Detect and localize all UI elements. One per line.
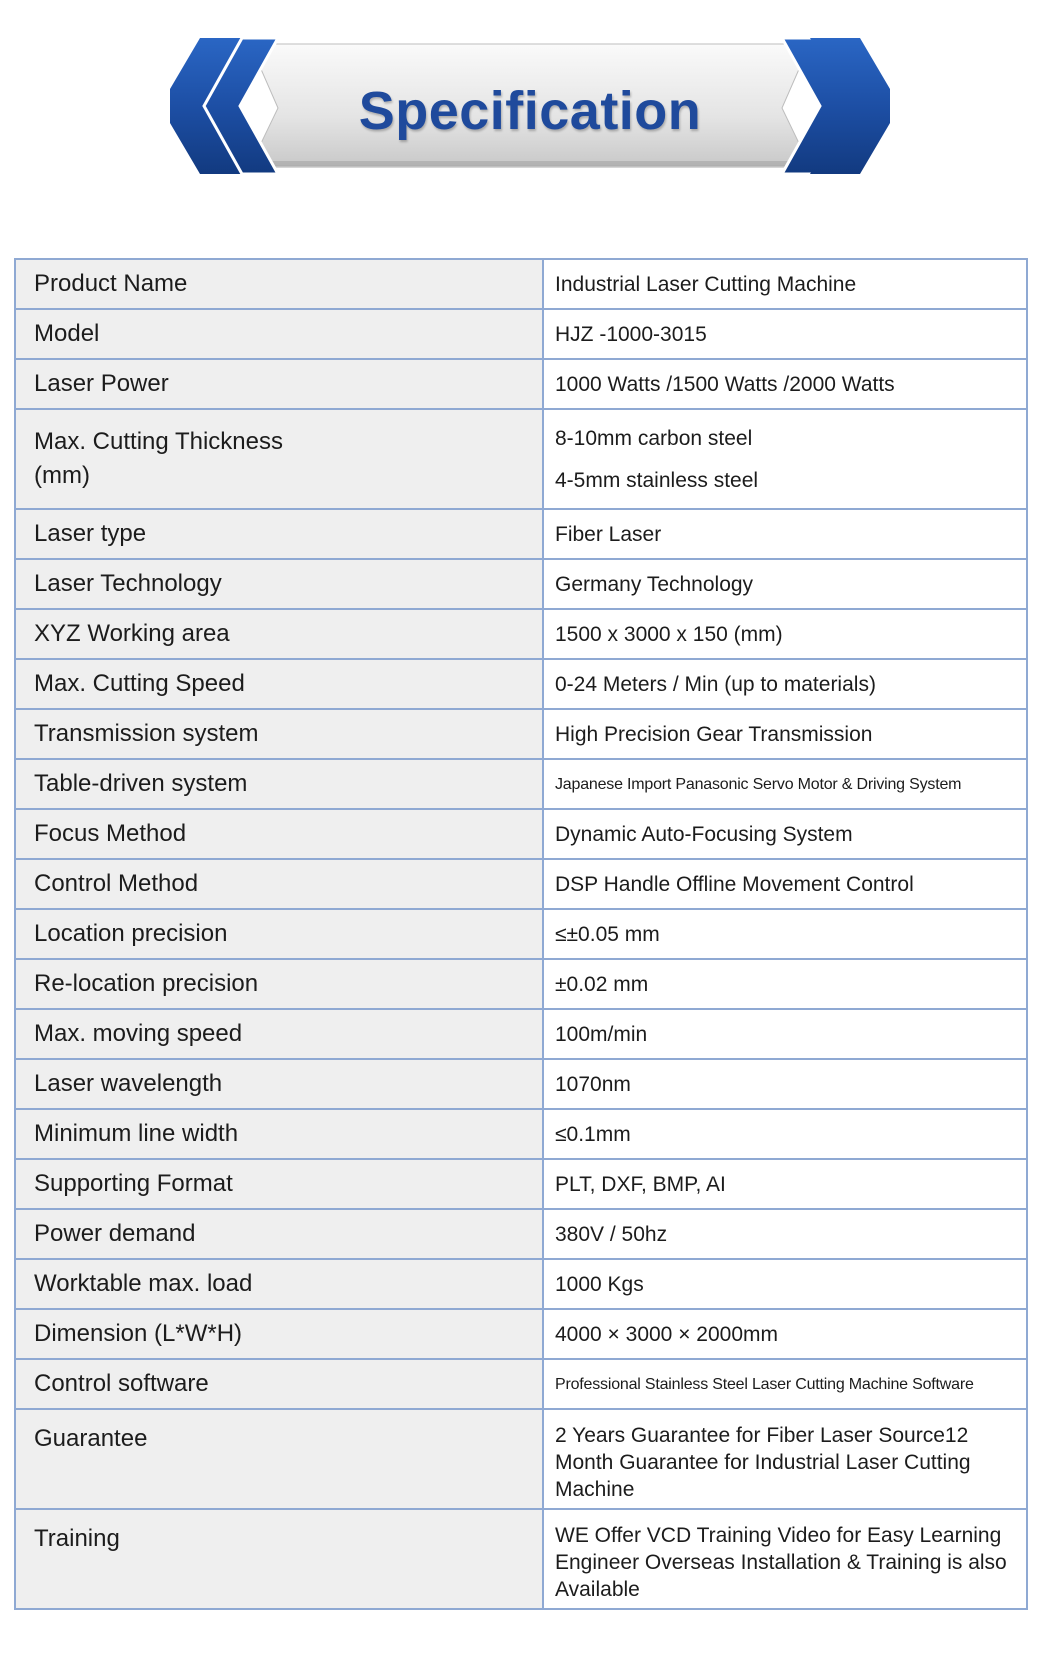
spec-label-cell <box>15 1209 543 1259</box>
table-row <box>15 1359 1027 1409</box>
spec-label: Laser Technology <box>34 570 222 597</box>
spec-value: ±0.02 mm <box>555 972 649 996</box>
spec-label: Minimum line width <box>34 1120 239 1147</box>
spec-label-cell <box>15 309 543 359</box>
spec-label-cell <box>15 259 543 309</box>
spec-value: 1000 Kgs <box>555 1272 644 1296</box>
spec-value-cell <box>543 259 1027 309</box>
spec-value: Industrial Laser Cutting Machine <box>555 272 857 296</box>
table-row <box>15 959 1027 1009</box>
table-row <box>15 259 1027 309</box>
spec-value: 4000 × 3000 × 2000mm <box>555 1322 779 1346</box>
spec-value: 1070nm <box>555 1072 631 1096</box>
spec-label-cell <box>15 1109 543 1159</box>
spec-label: Training <box>34 1525 120 1552</box>
table-row <box>15 1409 1027 1509</box>
spec-label: Transmission system <box>34 720 259 747</box>
spec-label-cell <box>15 1309 543 1359</box>
spec-value-cell <box>543 809 1027 859</box>
table-row <box>15 809 1027 859</box>
spec-value-cell <box>543 659 1027 709</box>
table-row <box>15 1259 1027 1309</box>
spec-label: Re-location precision <box>34 970 259 997</box>
spec-value: Japanese Import Panasonic Servo Motor & Driving System <box>555 775 962 793</box>
table-row <box>15 509 1027 559</box>
spec-value: 2 Years Guarantee for Fiber Laser Source12 Month Guarantee for Industrial Laser Cutting Machine <box>555 1424 971 1501</box>
spec-label: Location precision <box>34 920 228 947</box>
spec-value: ≤0.1mm <box>555 1122 631 1146</box>
spec-label-cell <box>15 559 543 609</box>
spec-label-cell <box>15 809 543 859</box>
spec-label: Max. Cutting Speed <box>34 670 245 697</box>
spec-label-cell <box>15 1259 543 1309</box>
spec-value: 0-24 Meters / Min (up to materials) <box>555 672 876 696</box>
spec-value: HJZ -1000-3015 <box>555 322 707 346</box>
spec-value-cell <box>543 909 1027 959</box>
spec-value: 1000 Watts /1500 Watts /2000 Watts <box>555 372 895 396</box>
table-row <box>15 409 1027 509</box>
spec-value: High Precision Gear Transmission <box>555 722 873 746</box>
spec-label: Table-driven system <box>34 770 248 797</box>
spec-label-cell <box>15 409 543 509</box>
spec-value-cell <box>543 709 1027 759</box>
spec-value: PLT, DXF, BMP, AI <box>555 1172 726 1196</box>
spec-value-cell <box>543 1209 1027 1259</box>
page-title: Specification <box>358 81 702 141</box>
spec-label-cell <box>15 1509 543 1609</box>
spec-label: Worktable max. load <box>34 1270 253 1297</box>
spec-value: Dynamic Auto-Focusing System <box>555 822 853 846</box>
table-row <box>15 1109 1027 1159</box>
spec-value-cell <box>543 1509 1027 1609</box>
spec-value-cell <box>543 759 1027 809</box>
table-row <box>15 309 1027 359</box>
spec-label: Control software <box>34 1370 209 1397</box>
spec-label-cell <box>15 609 543 659</box>
spec-label: Model <box>34 320 100 347</box>
spec-label: Laser type <box>34 520 147 547</box>
spec-value-line: 4-5mm stainless steel <box>555 468 759 492</box>
spec-label: XYZ Working area <box>34 620 230 647</box>
spec-label-cell <box>15 359 543 409</box>
spec-value-cell <box>543 859 1027 909</box>
specification-table <box>14 258 1028 1610</box>
spec-value: ≤±0.05 mm <box>555 922 660 946</box>
spec-value-cell <box>543 1159 1027 1209</box>
spec-label: Dimension (L*W*H) <box>34 1320 243 1347</box>
spec-value-cell <box>543 609 1027 659</box>
spec-value-cell <box>543 1309 1027 1359</box>
table-row <box>15 1009 1027 1059</box>
specification-table-body <box>15 259 1027 1609</box>
spec-value-cell <box>543 1059 1027 1109</box>
spec-label-cell <box>15 709 543 759</box>
spec-label-cell <box>15 1359 543 1409</box>
table-row <box>15 759 1027 809</box>
spec-value: Germany Technology <box>555 572 754 596</box>
spec-label: Laser Power <box>34 370 169 397</box>
table-row <box>15 909 1027 959</box>
spec-label: Laser wavelength <box>34 1070 223 1097</box>
table-row <box>15 859 1027 909</box>
spec-label: Max. Cutting Thickness (mm) <box>34 428 283 489</box>
spec-value-cell <box>543 509 1027 559</box>
table-row <box>15 1159 1027 1209</box>
spec-value-cell <box>543 1359 1027 1409</box>
spec-label-cell <box>15 1159 543 1209</box>
spec-value-cell <box>543 409 1027 509</box>
spec-label-cell <box>15 859 543 909</box>
spec-value: DSP Handle Offline Movement Control <box>555 872 914 896</box>
spec-value: Fiber Laser <box>555 522 662 546</box>
spec-label-cell <box>15 759 543 809</box>
spec-value-cell <box>543 1009 1027 1059</box>
spec-label: Control Method <box>34 870 199 897</box>
spec-label-cell <box>15 1009 543 1059</box>
table-row <box>15 709 1027 759</box>
spec-value-cell <box>543 559 1027 609</box>
table-row <box>15 1509 1027 1609</box>
spec-value-cell <box>543 959 1027 1009</box>
spec-label-cell <box>15 659 543 709</box>
spec-label-cell <box>15 1409 543 1509</box>
spec-value-cell <box>543 309 1027 359</box>
table-row <box>15 359 1027 409</box>
spec-value: WE Offer VCD Training Video for Easy Learning Engineer Overseas Installation & Training is also Available <box>555 1524 1007 1601</box>
spec-value: Professional Stainless Steel Laser Cutting Machine Software <box>555 1375 974 1393</box>
spec-label: Power demand <box>34 1220 196 1247</box>
spec-label: Product Name <box>34 270 188 297</box>
spec-value-cell <box>543 1109 1027 1159</box>
spec-label-cell <box>15 509 543 559</box>
table-row <box>15 1309 1027 1359</box>
spec-value-line: 8-10mm carbon steel <box>555 426 753 450</box>
spec-value-cell <box>543 359 1027 409</box>
spec-label-cell <box>15 1059 543 1109</box>
spec-label: Supporting Format <box>34 1170 233 1197</box>
spec-label-cell <box>15 959 543 1009</box>
spec-label-cell <box>15 909 543 959</box>
spec-label: Guarantee <box>34 1425 148 1452</box>
table-row <box>15 1059 1027 1109</box>
spec-value-cell <box>543 1259 1027 1309</box>
table-row <box>15 559 1027 609</box>
spec-value: 380V / 50hz <box>555 1222 668 1246</box>
spec-value: 1500 x 3000 x 150 (mm) <box>555 622 783 646</box>
table-row <box>15 609 1027 659</box>
table-row <box>15 659 1027 709</box>
spec-label: Max. moving speed <box>34 1020 243 1047</box>
table-row <box>15 1209 1027 1259</box>
specification-banner <box>170 36 890 181</box>
spec-value-cell <box>543 1409 1027 1509</box>
spec-label: Focus Method <box>34 820 187 847</box>
spec-value: 100m/min <box>555 1022 648 1046</box>
